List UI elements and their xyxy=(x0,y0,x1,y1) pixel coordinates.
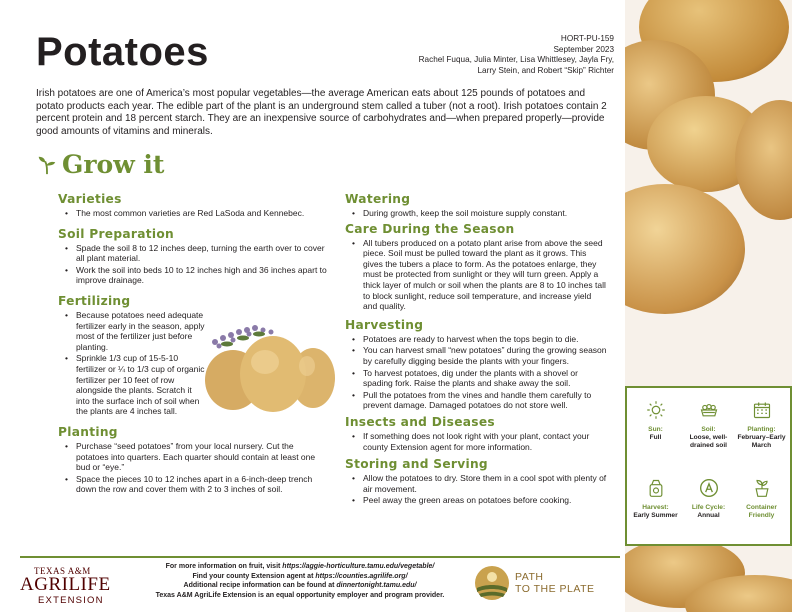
agrilife-logo: TEXAS A&M AGRILIFE EXTENSION xyxy=(20,566,111,606)
grow-it-heading xyxy=(36,150,164,179)
counties-link[interactable]: https://counties.agrilife.org/ xyxy=(315,572,408,580)
fertilizing-section xyxy=(58,294,328,417)
list-item: • The most common varieties are Red LaSoda and Kennebec. xyxy=(64,208,328,219)
watering-list xyxy=(351,208,607,219)
info-soil: Soil: Loose, well-drained soil xyxy=(682,392,735,470)
harvest-icon xyxy=(646,478,666,498)
footer xyxy=(0,556,625,612)
care-heading: Care During the Season xyxy=(345,221,515,236)
list-item: • Potatoes are ready to harvest when the tops begin to die. xyxy=(351,334,607,345)
list-item: • You can harvest small “new potatoes” during the growing season by carefully digging beside the plants with your fingers. xyxy=(351,345,607,366)
publication-meta xyxy=(419,34,614,76)
list-item: • If something does not look right with your plant, contact your county Extension agent for more information. xyxy=(351,431,607,452)
harvesting-heading: Harvesting xyxy=(345,317,424,332)
insects-list xyxy=(351,431,607,452)
planting-heading: Planting xyxy=(58,424,118,439)
calendar-icon xyxy=(752,400,772,420)
publication-date: September 2023 xyxy=(553,44,614,54)
list-item: • Space the pieces 10 to 12 inches apart in a 6-inch-deep trench down the row and cover them with 2 to 3 inches of soil. xyxy=(64,474,328,495)
list-item: • During growth, keep the soil moisture supply constant. xyxy=(351,208,607,219)
fertilizing-list xyxy=(64,310,206,417)
potato-flower-image xyxy=(203,320,338,415)
info-container: Container Friendly xyxy=(735,470,788,548)
equal-opportunity-text: Texas A&M AgriLife Extension is an equal opportunity employer and program provider. xyxy=(155,591,445,599)
info-life-cycle: Life Cycle: Annual xyxy=(682,470,735,548)
path-to-the-plate-logo: PATH TO THE PLATE xyxy=(473,564,613,604)
growing-info-box xyxy=(625,386,792,546)
page-title: Potatoes xyxy=(36,30,209,74)
list-item: • Pull the potatoes from the vines and handle them carefully to prevent damage. Damaged potatoes do not store well. xyxy=(351,390,607,411)
list-item: • All tubers produced on a potato plant arise from above the seed piece. Soil must be pulled toward the plant as it grows. This gives the tubers a place to form. As the potatoes enlarge, they must be protected from sunlight or they will turn green. Apply a thick layer of mulch or soil when the plants are 8 to 10 inches tall to block sunlight, reduce soil temperature, and increase yield and quality. xyxy=(351,238,607,312)
list-item: • Work the soil into beds 10 to 12 inches high and 36 inches apart to improve drainage. xyxy=(64,265,328,286)
list-item: • Peel away the green areas on potatoes before cooking. xyxy=(351,495,607,506)
varieties-list xyxy=(64,208,328,219)
watering-heading: Watering xyxy=(345,192,411,206)
storing-heading: Storing and Serving xyxy=(345,457,488,472)
planting-list xyxy=(64,441,328,495)
dinnertonight-link[interactable]: dinnertonight.tamu.edu/ xyxy=(336,582,417,590)
vegetable-link[interactable]: https://aggie-horticulture.tamu.edu/vegetable/ xyxy=(282,563,435,570)
annual-icon xyxy=(699,478,719,498)
container-icon xyxy=(752,478,772,498)
list-item: • To harvest potatoes, dig under the plants with a shovel or spading fork. Raise the plants and shake away the soil. xyxy=(351,368,607,389)
varieties-heading: Varieties xyxy=(58,192,122,206)
footer-divider xyxy=(20,556,620,558)
list-item: • Allow the potatoes to dry. Store them in a cool spot with plenty of air movement. xyxy=(351,473,607,494)
fertilizing-heading: Fertilizing xyxy=(58,293,131,308)
list-item: • Sprinkle 1/3 cup of 15-5-10 fertilizer or ¼ to 1/3 cup of organic fertilizer per 10 feet of row alongside the plants. Scratch it into the surface inch of soil when the plants are 4 inches tall. xyxy=(64,353,206,417)
path-to-the-plate-icon xyxy=(473,564,511,602)
list-item: • Because potatoes need adequate fertilizer early in the season, apply most of the fertilizer just before planting. xyxy=(64,310,206,352)
right-column xyxy=(345,188,607,507)
grow-it-title: Grow it xyxy=(62,150,165,179)
info-planting: Planting: February–Early March xyxy=(735,392,788,470)
potato-image-5 xyxy=(625,184,745,314)
authors-line-1: Rachel Fuqua, Julia Minter, Lisa Whittlesey, Jayla Fry, xyxy=(418,55,614,65)
storing-list xyxy=(351,473,607,506)
care-list xyxy=(351,238,607,312)
authors-line-2: Larry Stein, and Robert “Skip” Richter xyxy=(477,65,614,75)
list-item: • Spade the soil 8 to 12 inches deep, turning the earth over to cover all plant material. xyxy=(64,243,328,264)
left-column xyxy=(58,188,328,496)
insects-heading: Insects and Diseases xyxy=(345,414,495,429)
info-sun: Sun: Full xyxy=(629,392,682,470)
intro-paragraph: Irish potatoes are one of America’s most popular vegetables—the average American eats about 125 pounds of potatoes and potato products each year. The edible part of the plant is an underground stem called a tuber (not a root). Irish potatoes contain 2 percent protein and 18 percent starch. They are an inexpensive source of carbohydrates and—when prepared properly—provide good amounts of vitamins and minerals. xyxy=(36,88,607,137)
soil-preparation-heading: Soil Preparation xyxy=(58,226,174,241)
soil-icon xyxy=(699,400,719,420)
info-harvest: Harvest: Early Summer xyxy=(629,470,682,548)
harvesting-list xyxy=(351,334,607,411)
publication-code: HORT-PU-159 xyxy=(560,34,614,43)
sun-icon xyxy=(646,400,666,420)
footer-info: For more information on fruit, visit https://aggie-horticulture.tamu.edu/vegetable/ Find your county Extension agent at https://counties.agrilife.org/ Additional recipe information can be found at dinnertonight.tamu.edu/ Texas A&M AgriLife Extension is an equal opportunity employer and program provider. xyxy=(150,562,450,600)
sprout-icon xyxy=(36,154,58,176)
list-item: • Purchase “seed potatoes” from your local nursery. Cut the potatoes into quarters. Each quarter should contain at least one bud or “eye.” xyxy=(64,441,328,473)
soil-preparation-list xyxy=(64,243,328,286)
